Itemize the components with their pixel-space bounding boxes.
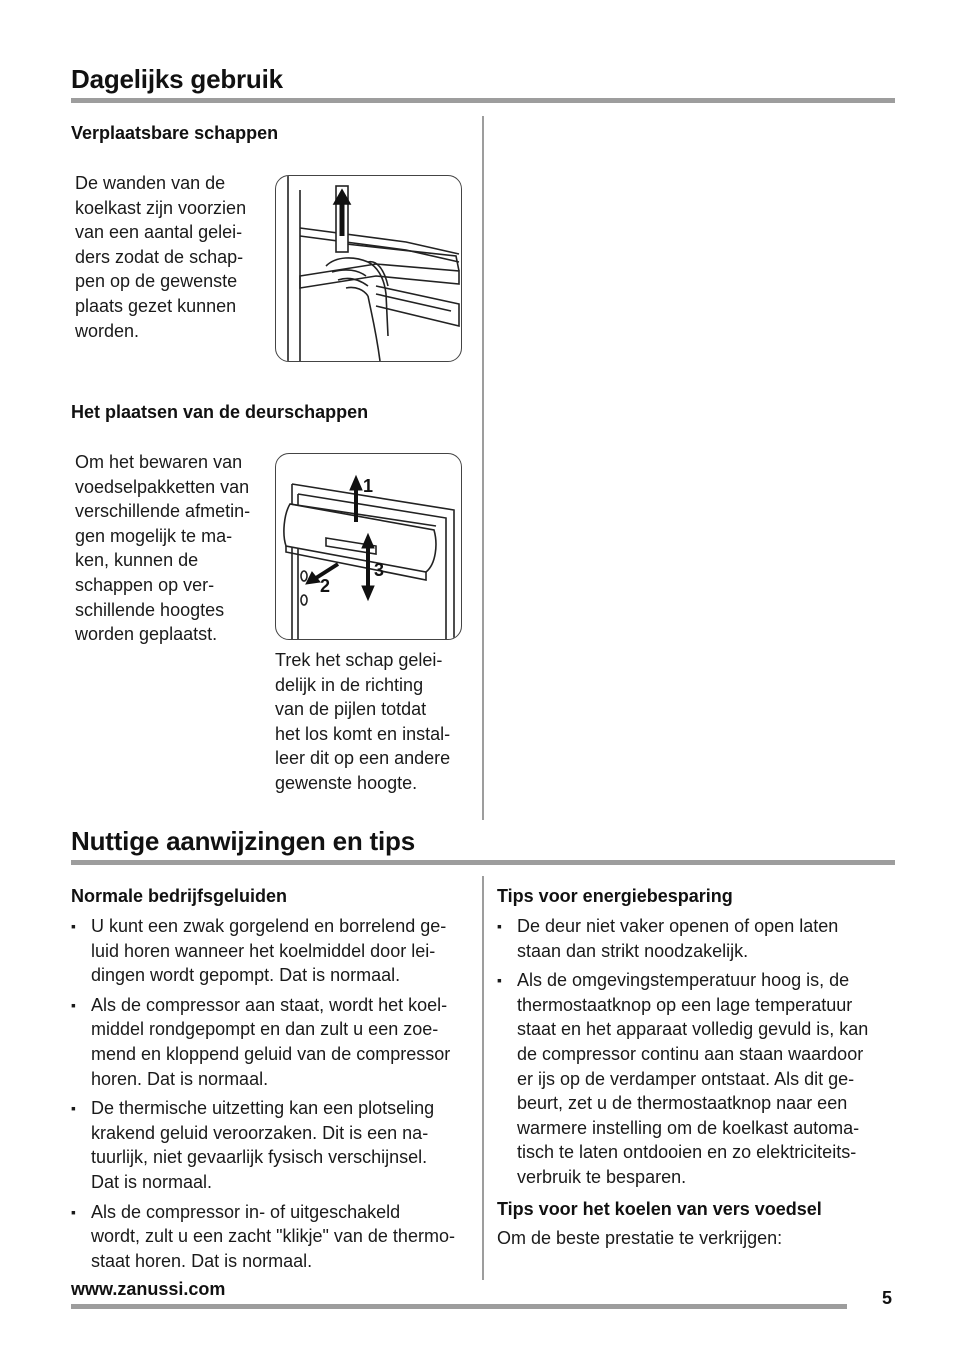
text-line: worden geplaatst. [75,624,218,645]
fresh-food-intro: Om de beste prestatie te verkrijgen: [497,1228,783,1248]
text-line: ken, kunnen de [75,550,199,571]
text-line: plaats gezet kunnen [75,295,237,316]
section-title: Nuttige aanwijzingen en tips [71,826,415,856]
footer-rule [71,1304,847,1309]
page-title: Dagelijks gebruik [71,64,283,94]
text-line: gen mogelijk te ma- [75,525,233,546]
text-line: verschillende afmetin- [75,501,251,522]
figure-label-2: 2 [320,576,331,596]
text-line: ders zodat de schap- [75,246,244,267]
shelf-drawing [276,176,461,361]
door-shelves-text [75,450,250,647]
text-line: delijk in de richting [275,674,424,695]
text-line: schillende hoogtes [75,599,225,620]
noises-list [71,914,476,1278]
fresh-food-heading: Tips voor het koelen van vers voedsel [497,1199,822,1219]
text-line: Trek het schap gelei- [275,650,443,670]
figure-label-3: 3 [374,560,385,580]
title-rule [71,98,895,103]
text-line: leer dit op een andere [275,748,451,769]
page-number: 5 [882,1288,893,1308]
text-line: worden. [75,320,140,341]
shelves-text [75,171,246,343]
list-item: ▪ Als de compressor in- of uitgeschakeld wordt, zult u een zacht "klikje" van de thermo- staat horen. Dat is normaal. [71,1200,476,1274]
section-rule [71,860,895,865]
list-item: ▪ U kunt een zwak gorgelend en borrelend ge- luid horen wanneer het koelmiddel door lei- dingen wordt gepompt. Dat is normaal. [71,914,476,988]
figure-label-1: 1 [363,476,374,496]
column-divider [482,876,484,1280]
shelf-illustration [275,175,462,362]
text-line: Om het bewaren van [75,452,243,472]
text-line: schappen op ver- [75,574,215,595]
text-line: pen op de gewenste [75,271,238,292]
door-shelves-heading: Het plaatsen van de deurschappen [71,402,369,422]
door-shelves-caption [275,648,450,796]
door-shelf-illustration [275,453,462,640]
text-line: gewenste hoogte. [275,772,418,793]
list-item: ▪ Als de compressor aan staat, wordt het koel- middel rondgepompt en dan zult u een zoe- mend en kloppend geluid van de compressor horen. Dat is normaal. [71,993,476,1091]
list-item: ▪ De deur niet vaker openen of open laten staan dan strikt noodzakelijk. [497,914,895,963]
door-shelf-drawing [276,454,461,639]
energy-list [497,914,895,1195]
list-item: ▪ Als de omgevingstemperatuur hoog is, de thermostaatknop op een lage temperatuur staat en het apparaat volledig gevuld is, kan de compressor continu aan staan waardoor er ijs op de verdamper ontstaat. Als dit ge- beurt, zet u de thermostaatknop naar een warmere instelling om de koelkast automa- tisch te laten ontdooien en zo elektriciteits- verbruik te besparen. [497,968,895,1189]
noises-heading: Normale bedrijfsgeluiden [71,886,288,906]
text-line: het los komt en instal- [275,723,451,744]
energy-heading: Tips voor energiebesparing [497,886,733,906]
text-line: De wanden van de [75,173,226,193]
list-item: ▪ De thermische uitzetting kan een plotseling krakend geluid veroorzaken. Dit is een na- tuurlijk, niet gevaarlijk fysisch verschijnsel. Dat is normaal. [71,1096,476,1194]
footer-url[interactable]: www.zanussi.com [71,1279,226,1299]
text-line: koelkast zijn voorzien [75,197,247,218]
text-line: van een aantal gelei- [75,222,243,243]
column-divider [482,116,484,820]
text-line: voedselpakketten van [75,476,250,497]
text-line: van de pijlen totdat [275,699,427,720]
shelves-heading: Verplaatsbare schappen [71,123,279,143]
